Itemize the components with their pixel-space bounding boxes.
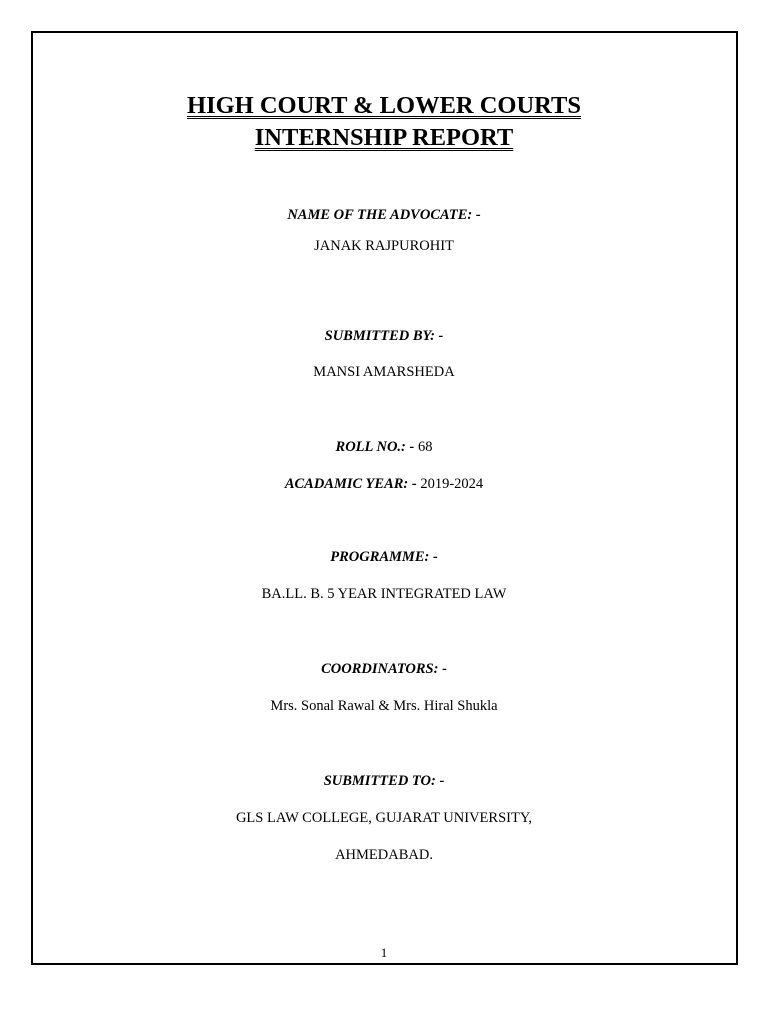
roll-number-value: 68 (414, 439, 433, 455)
submitted-by-label: SUBMITTED BY: - (324, 328, 444, 344)
submitted-to-line-1: GLS LAW COLLEGE, GUJARAT UNIVERSITY, (235, 810, 533, 826)
submitted-to-label: SUBMITTED TO: - (323, 773, 445, 789)
academic-year-label: ACADAMIC YEAR: - (284, 476, 417, 492)
submitted-to-line-2: AHMEDABAD. (335, 847, 433, 863)
report-title-line-2: INTERNSHIP REPORT (254, 124, 514, 151)
roll-number-label: ROLL NO.: - (335, 439, 415, 455)
coordinators-label: COORDINATORS: - (321, 661, 447, 677)
programme-label: PROGRAMME: - (330, 549, 438, 565)
academic-year-value: 2019-2024 (416, 476, 484, 492)
page-number: 1 (380, 945, 388, 960)
roll-number (0, 438, 768, 456)
advocate-label: NAME OF THE ADVOCATE: - (287, 207, 481, 223)
advocate-name: JANAK RAJPUROHIT (314, 238, 454, 254)
report-title-line-1: HIGH COURT & LOWER COURTS (187, 92, 581, 119)
coordinators-value: Mrs. Sonal Rawal & Mrs. Hiral Shukla (270, 698, 498, 714)
academic-year (0, 475, 768, 493)
programme-value: BA.LL. B. 5 YEAR INTEGRATED LAW (261, 586, 507, 602)
submitted-by-name: MANSI AMARSHEDA (313, 364, 455, 380)
